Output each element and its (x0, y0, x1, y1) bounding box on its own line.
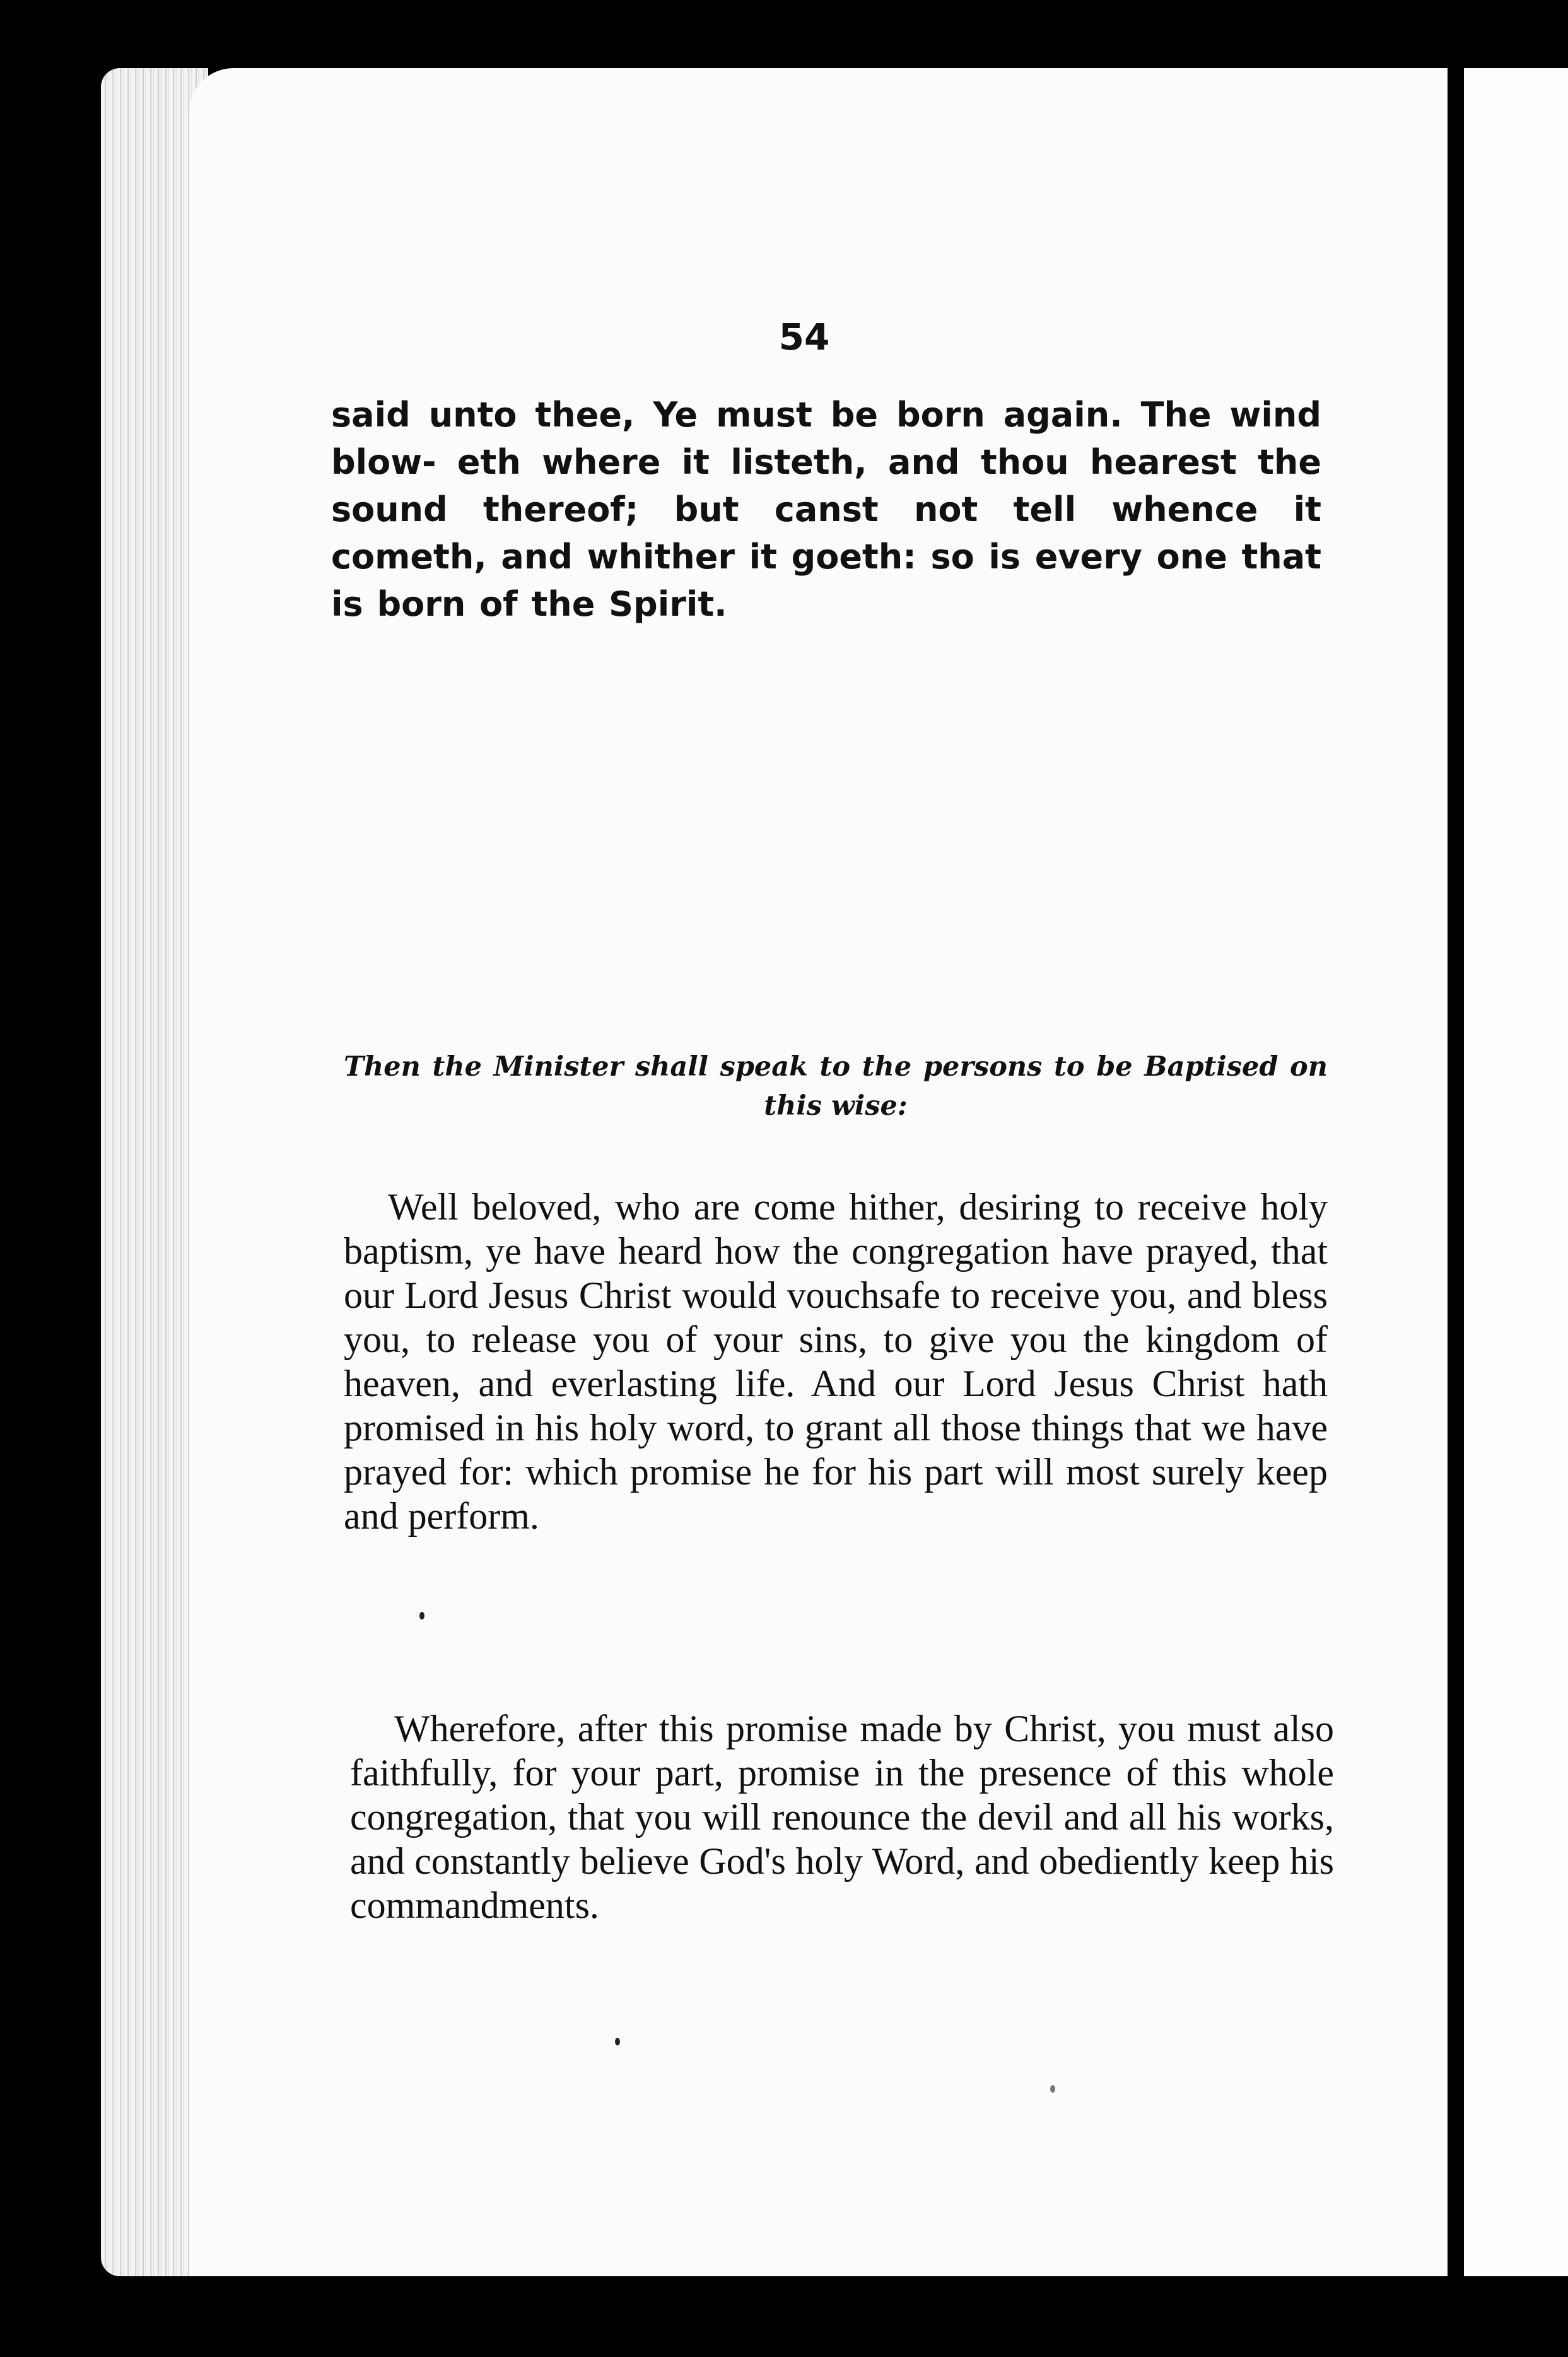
page-number: 54 (778, 315, 830, 358)
book-spine (1448, 68, 1464, 2276)
ink-speck (615, 2038, 620, 2045)
exhortation-paragraph-1: Well beloved, who are come hither, desiring to receive holy baptism, ye have heard how the congregation have prayed, that our Lord Jesus Christ would vouchsafe to receive you, and bless you, to release you of your sins, to give you the kingdom of heaven, and everlasting life. And our Lord Jesus Christ hath promised in his holy word, to grant all those things that we have prayed for: which promise he for his part will most surely keep and perform. (344, 1186, 1328, 1537)
gospel-passage: said unto thee, Ye must be born again. The wind blow- eth where it listeth, and thou hearest the sound thereof; but canst not tell whence it cometh, and whither it goeth: so is every one that is born of the Spirit. (331, 395, 1321, 624)
facing-page-edge (1464, 68, 1568, 2276)
exhortation-paragraph-2: Wherefore, after this promise made by Christ, you must also faithfully, for your part, promise in the presence of this whole congregation, that you will renounce the devil and all his works, and constantly believe God's holy Word, and obediently keep his commandments. (350, 1708, 1334, 1926)
ink-speck (419, 1612, 424, 1619)
rubric-instruction: Then the Minister shall speak to the persons to be Baptised on this wise: (344, 1051, 1328, 1122)
ink-speck (1050, 2085, 1055, 2093)
